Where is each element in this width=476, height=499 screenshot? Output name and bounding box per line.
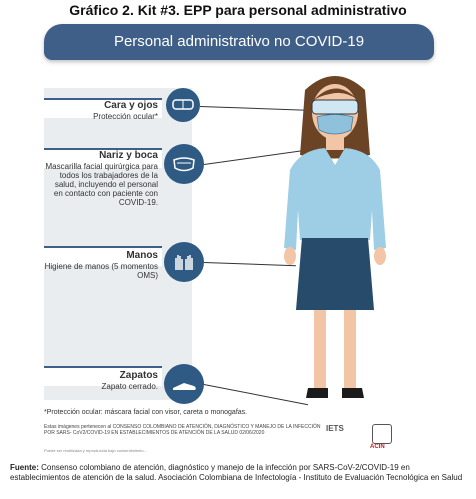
acin-logo-icon: [372, 424, 392, 444]
banner-text: Personal administrativo no COVID-19: [113, 33, 365, 50]
iets-logo: IETS: [326, 424, 344, 433]
item-desc: Protección ocular*: [93, 112, 158, 121]
license-text: Puede ser reutilizada y reproducida bajo consentimiento...: [44, 448, 147, 453]
item-head: Cara y ojos: [104, 100, 158, 111]
item-desc: Zapato cerrado.: [101, 382, 158, 391]
footnote: *Protección ocular: máscara facial con visor, careta o monogafas.: [44, 409, 248, 416]
hands-icon: [164, 242, 204, 282]
item-head: Manos: [126, 250, 158, 261]
acin-logo: ACIN: [370, 444, 385, 450]
face-mask-icon: [164, 144, 204, 184]
goggles-icon: [166, 88, 200, 122]
figure-title: Gráfico 2. Kit #3. EPP para personal administrativo: [69, 2, 407, 18]
copyright-text: Estas imágenes pertenecen al CONSENSO COLOMBIANO DE ATENCIÓN, DIAGNÓSTICO Y MANEJO DE LA INFECCIÓN POR SARS- CoV2/COVID-19 EN ESTABLECIMIENTOS DE ATENCIÓN DE LA SALUD 02/06/2020: [44, 424, 321, 436]
source-label: Fuente:: [10, 463, 39, 472]
shoe-icon: [164, 364, 204, 404]
woman-illustration: [270, 70, 400, 420]
item-desc: Higiene de manos (5 momentos OMS): [44, 262, 158, 280]
source-citation: [10, 463, 466, 483]
item-head: Nariz y boca: [99, 150, 158, 161]
source-text: Consenso colombiano de atención, diagnóstico y manejo de la infección por SARS-CoV-2/COVID-19 en establecimientos de atención de la salud. Asociación Colombiana de Infectología - Instituto de Evaluación Tecnológica en Salud: [10, 463, 463, 482]
item-head: Zapatos: [119, 370, 158, 381]
banner: [44, 24, 434, 60]
item-desc: Mascarilla facial quirúrgica para todos los trabajadores de la salud, incluyendo el personal en contacto con paciente con COVID-19.: [45, 162, 158, 207]
